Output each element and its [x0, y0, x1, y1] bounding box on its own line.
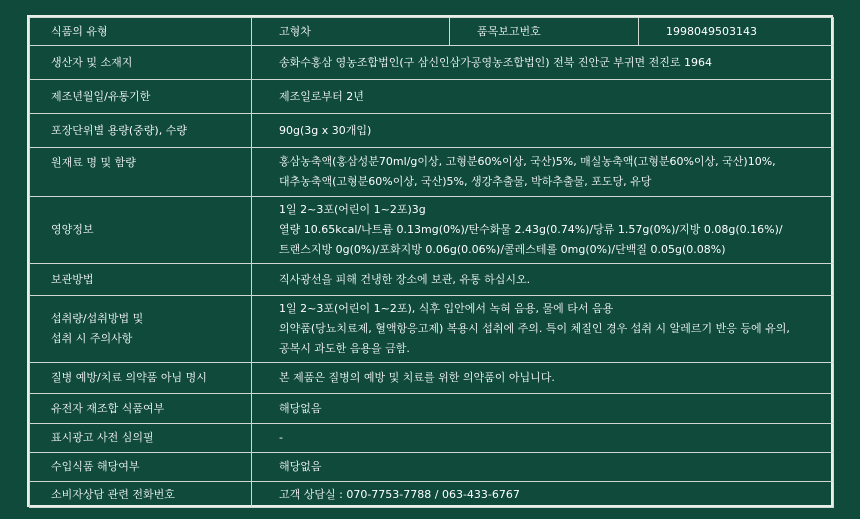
row-value: 해당없음	[252, 453, 834, 482]
product-info-table	[29, 17, 834, 508]
row-label	[30, 296, 252, 363]
row-label: 표시광고 사전 심의필	[30, 424, 252, 453]
row-label: 소비자상담 관련 전화번호	[30, 482, 252, 508]
table-row	[30, 453, 834, 482]
table-row	[30, 264, 834, 296]
value-line: 홍삼농축액(홍삼성분70ml/g이상, 고형분60%이상, 국산)5%, 매실농축액(고형분60%이상, 국산)10%,	[279, 155, 776, 168]
table-row	[30, 18, 834, 46]
row-value: -	[252, 424, 834, 453]
row-value	[252, 296, 834, 363]
value-line: 대추농축액(고형분60%이상, 국산)5%, 생강추출물, 박하추출물, 포도당, 유당	[279, 175, 652, 188]
value-line: 공복시 과도한 음용을 금함.	[279, 342, 410, 355]
row-value: 고객 상담실 : 070-7753-7788 / 063-433-6767	[252, 482, 834, 508]
row-label: 제조년월일/유통기한	[30, 80, 252, 114]
row-label: 생산자 및 소재지	[30, 46, 252, 80]
table-row	[30, 114, 834, 148]
row-value	[252, 148, 834, 197]
value-line: 트랜스지방 0g(0%)/포화지방 0.06g(0.06%)/콜레스테롤 0mg(0%)/단백질 0.05g(0.08%)	[279, 243, 726, 256]
product-info-table-frame	[27, 15, 833, 507]
table-row	[30, 363, 834, 394]
row-label: 유전자 재조합 식품여부	[30, 394, 252, 424]
row-value: 본 제품은 질병의 예방 및 치료를 위한 의약품이 아닙니다.	[252, 363, 834, 394]
table-row	[30, 148, 834, 197]
table-row	[30, 296, 834, 363]
value-line: 의약품(당뇨치료제, 혈액항응고제) 복용시 섭취에 주의. 특이 체질인 경우 섭취 시 알레르기 반응 등에 유의,	[279, 322, 790, 335]
label-line: 섭취량/섭취방법 및	[51, 312, 144, 325]
row-label: 식품의 유형	[30, 18, 252, 46]
value-line: 1일 2~3포(어린이 1~2포)3g	[279, 203, 426, 216]
row-label: 원재료 명 및 함량	[30, 148, 252, 197]
value-line: 1일 2~3포(어린이 1~2포), 식후 입안에서 녹혀 음용, 물에 타서 음용	[279, 302, 614, 315]
label-line: 섭취 시 주의사항	[51, 332, 133, 345]
row-value: 송화수홍삼 영농조합법인(구 삼신인삼가공영농조합법인) 전북 진안군 부귀면 전진로 1964	[252, 46, 834, 80]
table-row	[30, 482, 834, 508]
row-label: 영양정보	[30, 197, 252, 264]
row-value: 제조일로부터 2년	[252, 80, 834, 114]
row-label: 품목보고번호	[450, 18, 639, 46]
row-value: 90g(3g x 30개입)	[252, 114, 834, 148]
row-value	[252, 197, 834, 264]
row-value: 고형차	[252, 18, 450, 46]
row-label: 포장단위별 용량(중량), 수량	[30, 114, 252, 148]
value-line: 열량 10.65kcal/나트륨 0.13mg(0%)/탄수화물 2.43g(0.74%)/당류 1.57g(0%)/지방 0.08g(0.16%)/	[279, 223, 783, 236]
table-row	[30, 80, 834, 114]
table-row	[30, 394, 834, 424]
row-value: 1998049503143	[639, 18, 834, 46]
row-label: 보관방법	[30, 264, 252, 296]
table-row	[30, 46, 834, 80]
row-label: 질병 예방/치료 의약품 아님 명시	[30, 363, 252, 394]
table-row	[30, 197, 834, 264]
row-label: 수입식품 해당여부	[30, 453, 252, 482]
row-value: 직사광선을 피해 건냉한 장소에 보관, 유통 하십시오.	[252, 264, 834, 296]
table-row	[30, 424, 834, 453]
row-value: 해당없음	[252, 394, 834, 424]
